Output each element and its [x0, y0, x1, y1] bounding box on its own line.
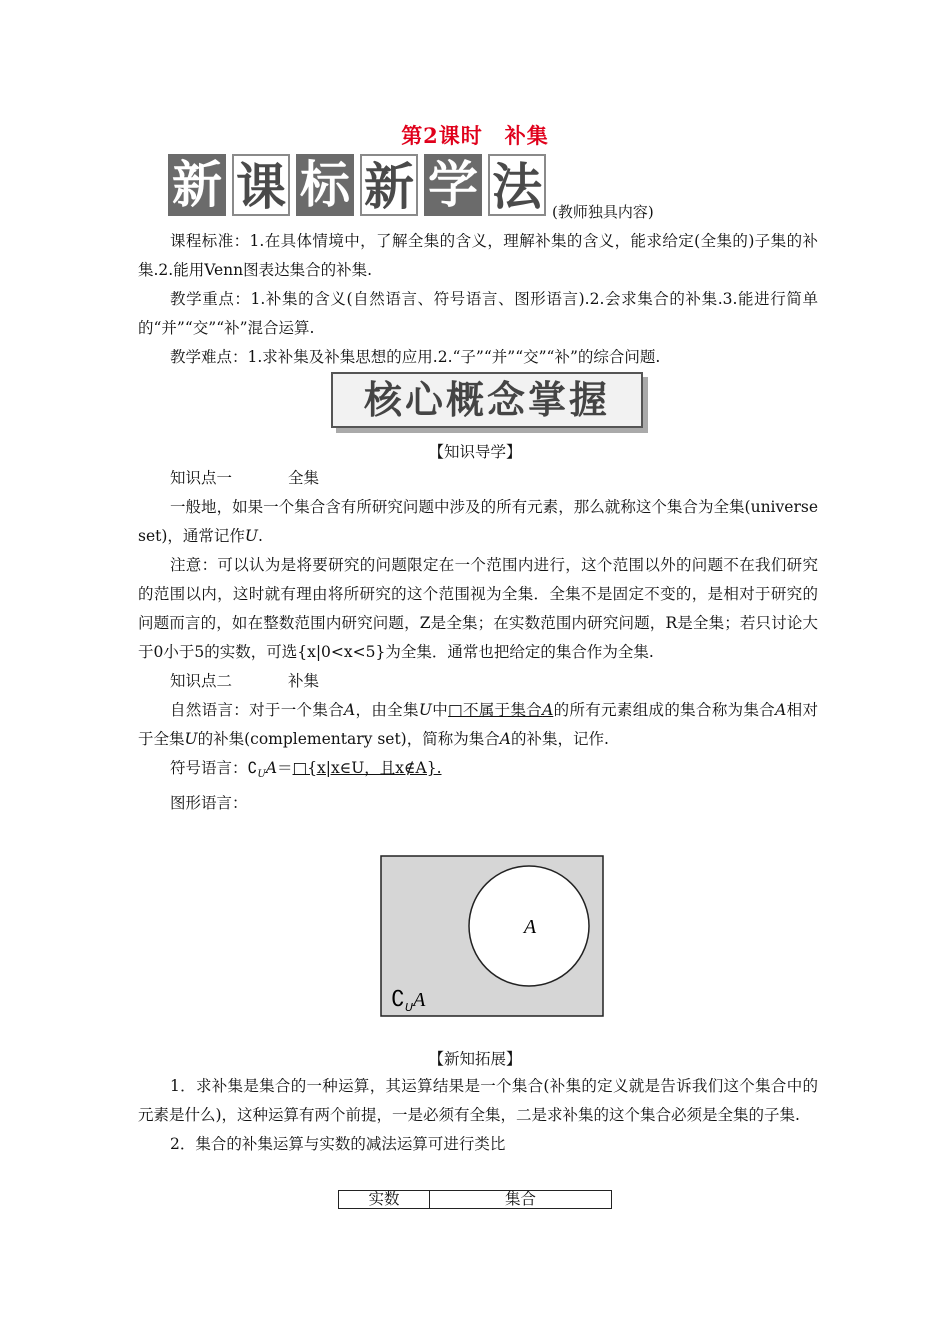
extension-item-1: 1．求补集是集合的一种运算，其运算结果是一个集合(补集的定义就是告诉我们这个集合中的元素是什么)，这种运算有两个前提，一是必须有全集，二是求补集的这个集合必须是全集的子集.	[138, 1077, 818, 1124]
table-header-row	[339, 1191, 612, 1209]
figure-language-label: 图形语言：	[170, 794, 248, 813]
lesson-title: 第2课时 补集	[401, 123, 549, 148]
universal-set-definition: 一般地，如果一个集合含有所研究问题中涉及的所有元素，那么就称这个集合为全集(universe set)，通常记作U.	[138, 498, 818, 545]
kp1-title: 全集	[288, 469, 320, 487]
knowledge-guide-heading: 【知识导学】	[428, 443, 522, 461]
core-concepts-banner: 核心概念掌握	[331, 372, 643, 428]
banner-char-2: 课	[232, 154, 290, 216]
venn-diagram-svg	[369, 840, 619, 1040]
complement-symbol: ∁	[247, 759, 258, 777]
venn-diagram	[369, 840, 619, 1040]
intro-section	[138, 227, 818, 372]
kp1-label: 知识点一	[170, 469, 233, 487]
banner-char-5: 学	[424, 154, 482, 216]
difficulties: 教学难点：1.求补集及补集思想的应用.2.“子”“并”“交”“补”的综合问题.	[170, 348, 661, 366]
symbol-definition-blank: □{x|x∈U，且x∉A}.	[292, 759, 442, 777]
universal-set-note: 注意：可以认为是将要研究的问题限定在一个范围内进行，这个范围以外的问题不在我们研究的范围以内，这时就有理由将所研究的这个范围视为全集．全集不是固定不变的，是相对于研究的问题而言的，如在整数范围内研究问题，Z是全集；在实数范围内研究问题，R是全集；若只讨论大于0小于5的实数，可选{x|0<x<5}为全集．通常也把给定的集合作为全集.	[138, 556, 818, 661]
banner-char-6: 法	[488, 154, 546, 216]
new-curriculum-banner	[168, 154, 546, 216]
table-header-real: 实数	[339, 1191, 430, 1209]
knowledge-guide-section	[138, 464, 818, 818]
kp2-label: 知识点二	[170, 672, 233, 690]
extension-item-2: 2．集合的补集运算与实数的减法运算可进行类比	[170, 1135, 506, 1153]
banner-char-3: 标	[296, 154, 354, 216]
banner-char-1: 新	[168, 154, 226, 216]
table-header-set: 集合	[430, 1191, 612, 1209]
key-points: 教学重点：1.补集的含义(自然语言、符号语言、图形语言).2.会求集合的补集.3.能进行简单的“并”“交”“补”混合运算.	[138, 290, 818, 337]
complement-label: $∁_UA$	[391, 987, 426, 1014]
set-a-label: A	[523, 916, 537, 938]
banner-char-4: 新	[360, 154, 418, 216]
extension-section	[138, 1072, 818, 1159]
symbol-language-definition: 符号语言：$∁_UA=□\{x|x\in U$，且x∉A}.	[170, 759, 442, 781]
analogy-table	[338, 1190, 612, 1209]
knowledge-point-2-heading	[138, 667, 818, 696]
natural-language-definition: 自然语言：对于一个集合A，由全集U中□不属于集合A的所有元素组成的集合称为集合A相对于全集U的补集(complementary set)，简称为集合A的补集，记作.	[138, 701, 818, 748]
new-knowledge-heading: 【新知拓展】	[428, 1050, 522, 1068]
kp2-title: 补集	[288, 672, 320, 690]
teacher-note: (教师独具内容)	[552, 203, 654, 221]
course-standard: 课程标准：1.在具体情境中，了解全集的含义，理解补集的含义，能求给定(全集的)子集的补集.2.能用Venn图表达集合的补集.	[138, 232, 818, 279]
knowledge-point-1-heading	[138, 464, 818, 493]
